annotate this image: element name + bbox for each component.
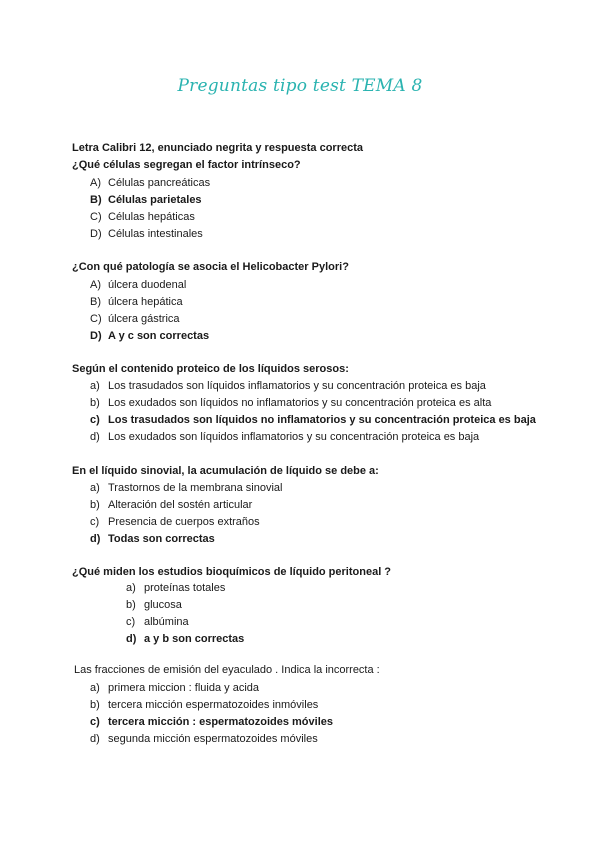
q6-option-a: a) primera miccion : fluida y acida (90, 682, 260, 694)
q3-option-d: d) Los exudados son líquidos inflamatorios y su concentración proteica es baja (90, 431, 480, 443)
q2-option-b: B) úlcera hepática (90, 296, 183, 308)
q1-option-a: A) Células pancreáticas (90, 177, 211, 189)
question-1: ¿Qué células segregan el factor intrínseco? (72, 159, 301, 171)
q2-option-c: C) úlcera gástrica (90, 313, 180, 325)
q5-option-c: c) albúmina (126, 616, 189, 628)
q6-option-b: b) tercera micción espermatozoides inmóviles (90, 699, 319, 711)
q1-option-d: D) Células intestinales (90, 228, 203, 240)
q5-option-b: b) glucosa (126, 599, 182, 611)
q1-option-c: C) Células hepáticas (90, 211, 195, 223)
question-3: Según el contenido proteico de los líquidos serosos: (72, 363, 349, 375)
question-4: En el líquido sinovial, la acumulación de líquido se debe a: (72, 465, 379, 477)
question-5: ¿Qué miden los estudios bioquímicos de líquido peritoneal ? (72, 566, 392, 578)
q3-option-c-correct: c) Los trasudados son líquidos no inflamatorios y su concentración proteica es baja (90, 414, 536, 426)
q3-option-b: b) Los exudados son líquidos no inflamatorios y su concentración proteica es alta (90, 397, 492, 409)
question-6: Las fracciones de emisión del eyaculado . Indica la incorrecta : (74, 664, 380, 676)
q4-option-a: a) Trastornos de la membrana sinovial (90, 482, 283, 494)
document-title: Preguntas tipo test TEMA 8 (177, 76, 423, 96)
q6-option-d: d) segunda micción espermatozoides móviles (90, 733, 318, 745)
q5-option-d-correct: d) a y b son correctas (126, 633, 245, 645)
q1-option-b-correct: B) Células parietales (90, 194, 202, 206)
format-note: Letra Calibri 12, enunciado negrita y respuesta correcta (72, 142, 363, 154)
q4-option-d-correct: d) Todas son correctas (90, 533, 215, 545)
q6-option-c-correct: c) tercera micción : espermatozoides móviles (90, 716, 333, 728)
q2-option-d-correct: D) A y c son correctas (90, 330, 210, 342)
q2-option-a: A) úlcera duodenal (90, 279, 187, 291)
q4-option-c: c) Presencia de cuerpos extraños (90, 516, 260, 528)
q3-option-a: a) Los trasudados son líquidos inflamatorios y su concentración proteica es baja (90, 380, 486, 392)
question-2: ¿Con qué patología se asocia el Helicobacter Pylori? (72, 261, 349, 273)
q5-option-a: a) proteínas totales (126, 582, 226, 594)
q4-option-b: b) Alteración del sostén articular (90, 499, 253, 511)
